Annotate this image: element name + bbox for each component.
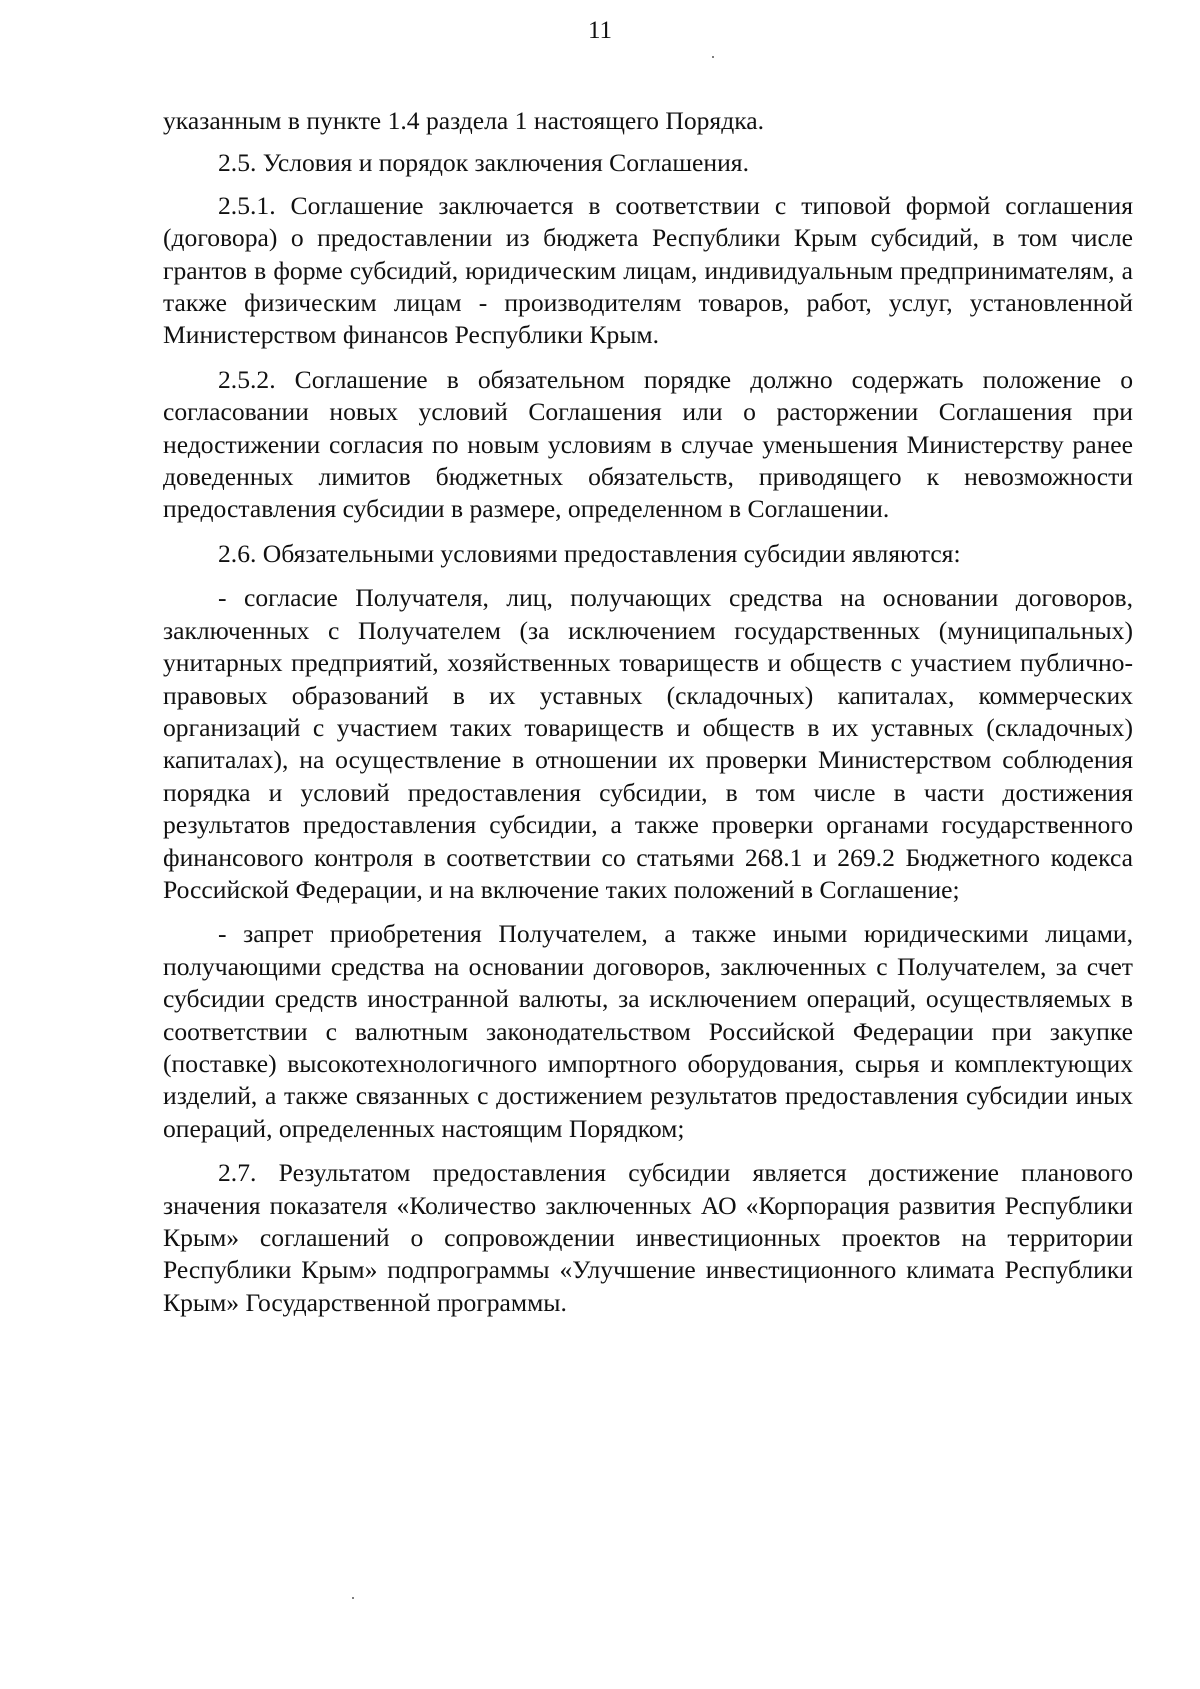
scan-speck — [712, 56, 714, 58]
section-2-6-heading: 2.6. Обязательными условиями предоставления субсидии являются: — [218, 538, 961, 568]
paragraph-continuation: указанным в пункте 1.4 раздела 1 настоящего Порядка. — [163, 106, 765, 135]
page-number: 11 — [587, 17, 613, 44]
list-item-prohibition: - запрет приобретения Получателем, а также иными юридическими лицами, получающими средства на основании договоров, заключенных с Получателем, за счет субсидии средств иностранной валюты, за исключением операций, осуществляемых в соответствии с валютным законодательством Российской Федерации при закупке (поставке) высокотехнологичного импортного оборудования, сырья и комплектующих изделий, а также связанных с достижением результатов предоставления субсидии иных операций, определенных настоящим Порядком; — [163, 919, 1133, 1143]
paragraph-2-5-2: 2.5.2. Соглашение в обязательном порядке должно содержать положение о согласовании новых условий Соглашения или о расторжении Соглашения при недостижении согласия по новым условиям в случае уменьшения Министерству ранее доведенных лимитов бюджетных обязательств, приводящего к невозможности предоставления субсидии в размере, определенном в Соглашении. — [163, 364, 1133, 524]
scan-speck — [352, 1597, 354, 1599]
paragraph-2-5-1: 2.5.1. Соглашение заключается в соответствии с типовой формой соглашения (договора) о предоставлении из бюджета Республики Крым субсидий, в том числе грантов в форме субсидий, юридическим лицам, индивидуальным предпринимателям, а также физическим лицам - производителям товаров, работ, услуг, установленной Министерством финансов Республики Крым. — [163, 190, 1133, 350]
section-2-5-heading: 2.5. Условия и порядок заключения Соглашения. — [218, 148, 749, 178]
paragraph-2-7: 2.7. Результатом предоставления субсидии является достижение планового значения показателя «Количество заключенных АО «Корпорация развития Республики Крым» соглашений о сопровождении инвестиционных проектов на территории Республики Крым» подпрограммы «Улучшение инвестиционного климата Республики Крым» Государственной программы. — [163, 1158, 1133, 1317]
document-body — [163, 105, 1133, 1319]
list-item-consent: - согласие Получателя, лиц, получающих средства на основании договоров, заключенных с Получателем (за исключением государственных (муниципальных) унитарных предприятий, хозяйственных товариществ и обществ с участием публично-правовых образований в их уставных (складочных) капиталах, коммерческих организаций с участием таких товариществ и обществ в их уставных (складочных) капиталах), на осуществление в отношении их проверки Министерством соблюдения порядка и условий предоставления субсидии, в том числе в части достижения результатов предоставления субсидии, а также проверки органами государственного финансового контроля в соответствии со статьями 268.1 и 269.2 Бюджетного кодекса Российской Федерации, и на включение таких положений в Соглашение; — [163, 583, 1133, 904]
